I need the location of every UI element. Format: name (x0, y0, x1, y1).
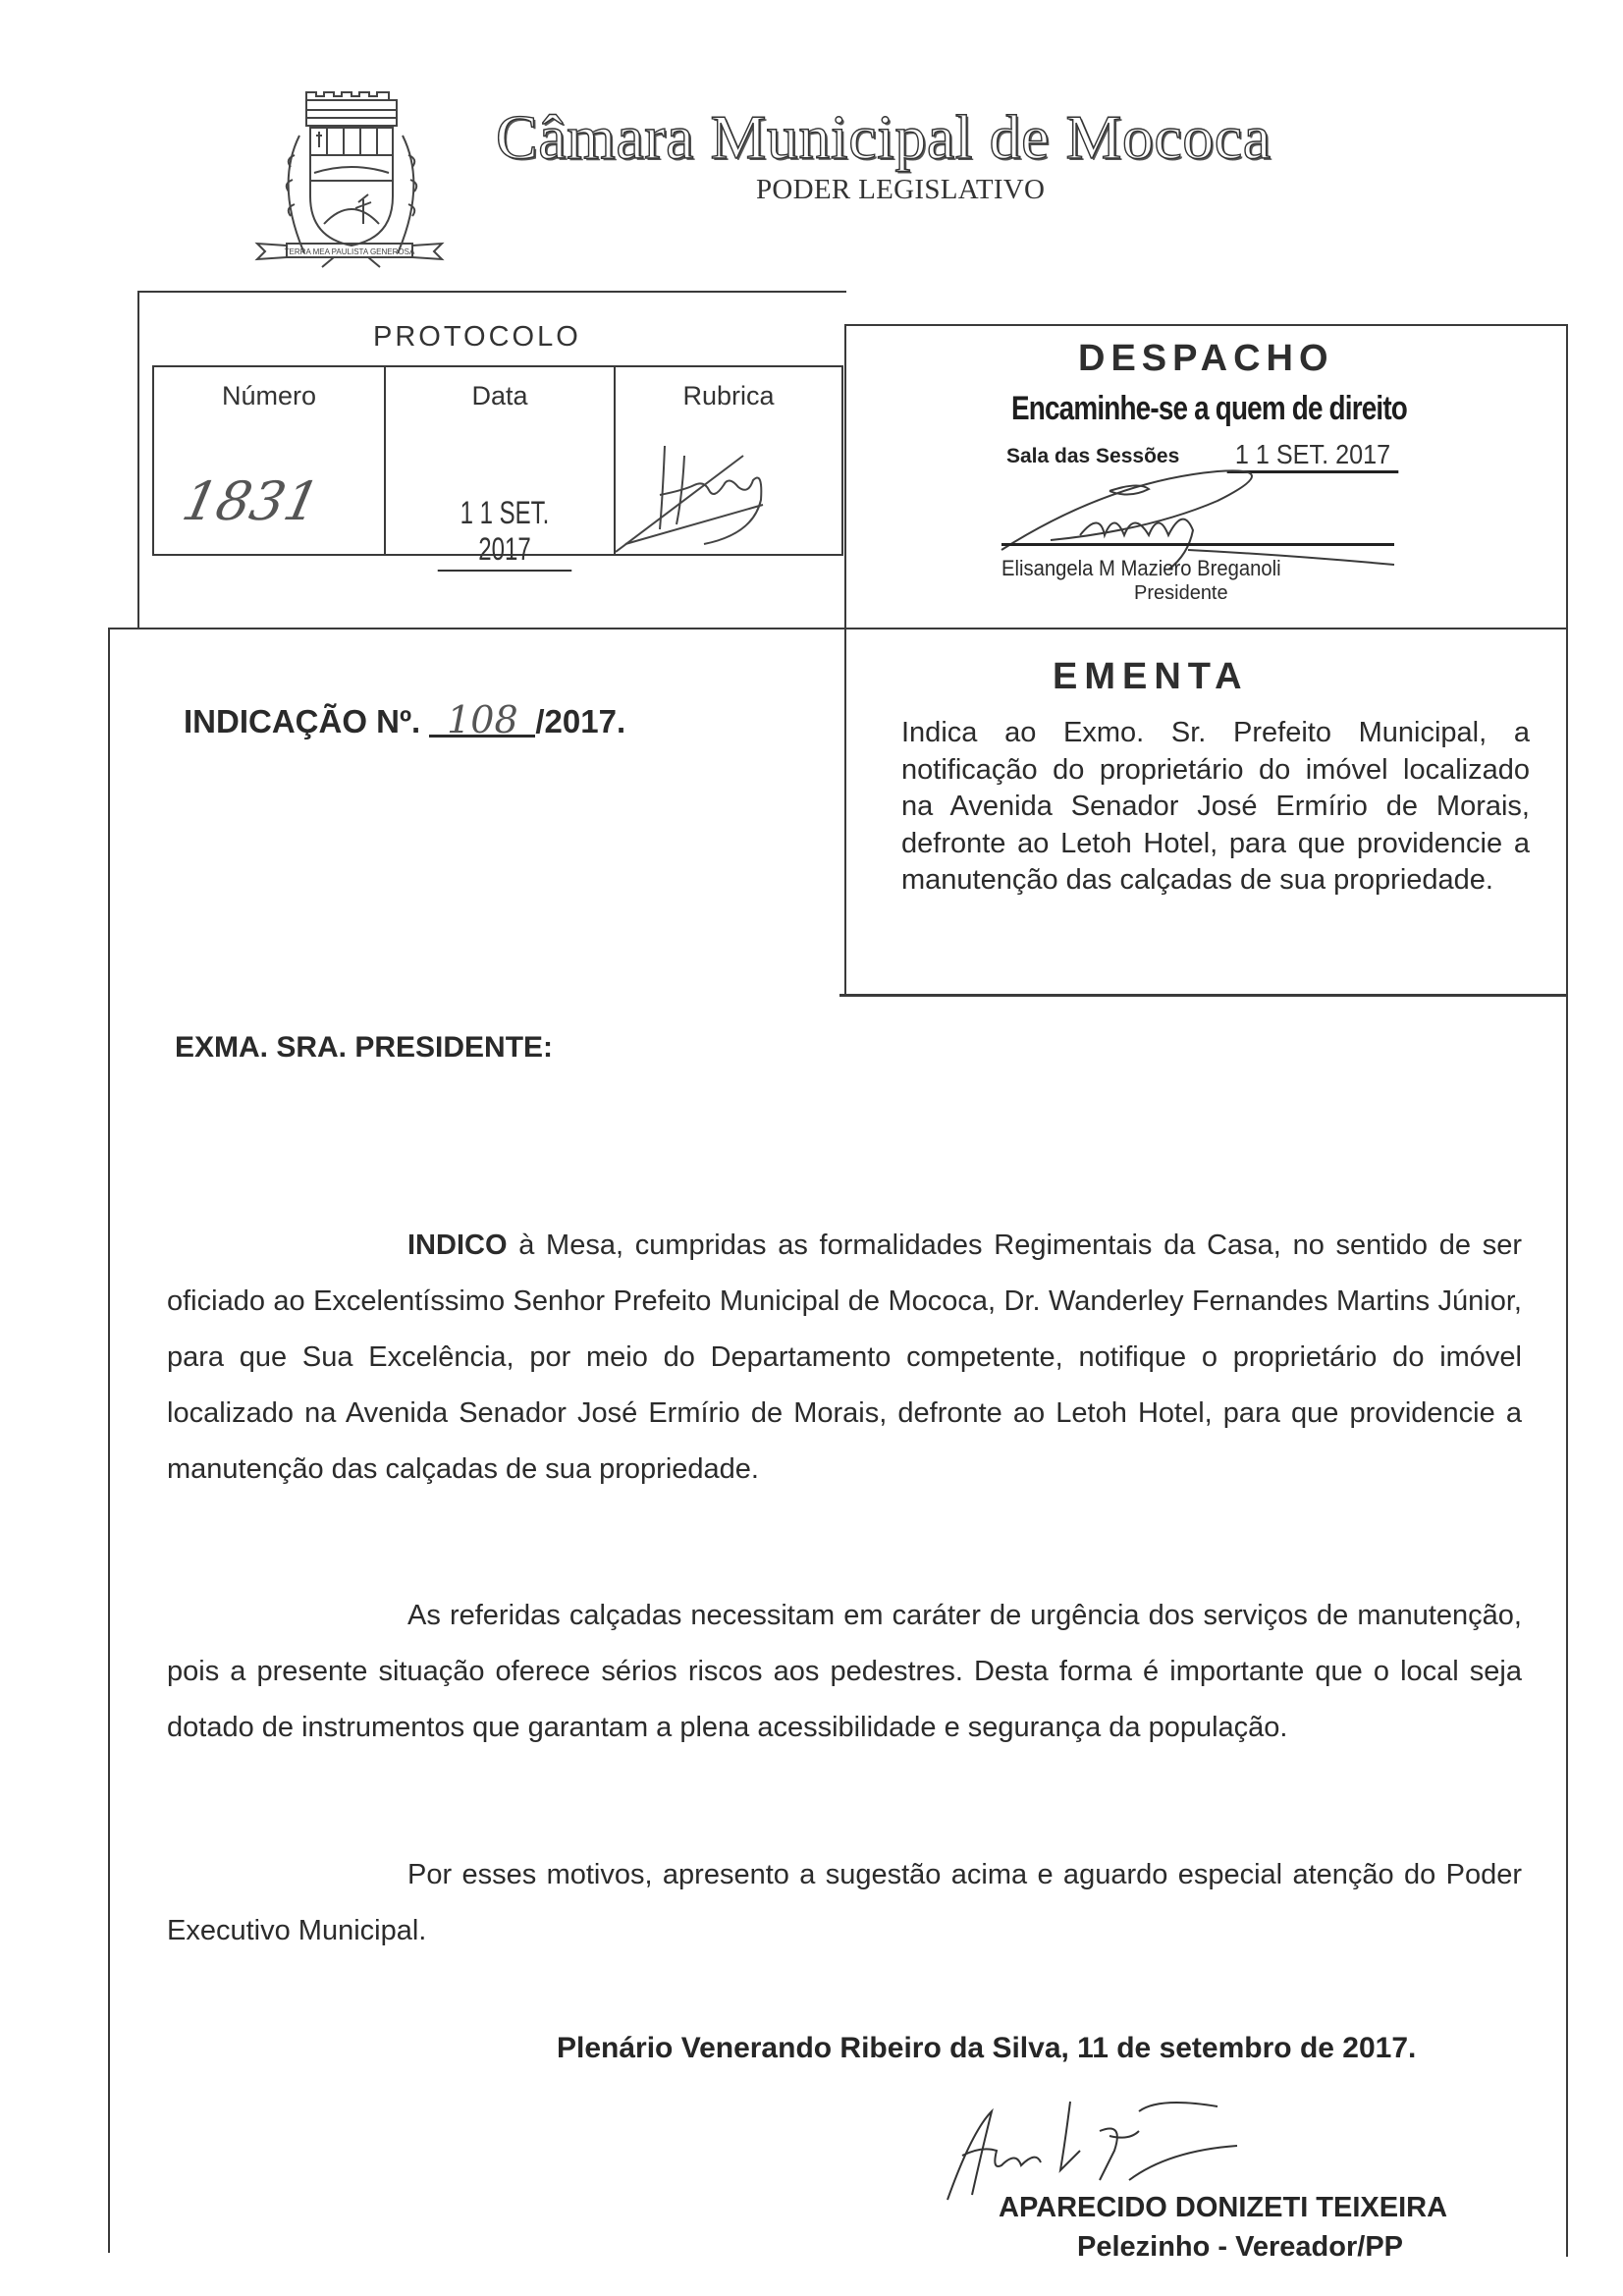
protocolo-cell-rubrica (616, 367, 841, 554)
page-left-margin-line (108, 628, 110, 2253)
ementa-text: Indica ao Exmo. Sr. Prefeito Municipal, a notificação do proprietário do imóvel localizado na Avenida Senador José Ermírio de Morais, defronte ao Letoh Hotel, para que providencie a manutenção das calçadas de sua propriedade. (901, 717, 1530, 896)
protocolo-cell-data (386, 367, 616, 567)
despacho-instruction: Encaminhe-se a quem de direito (1011, 390, 1408, 427)
municipal-crest-icon (245, 86, 452, 268)
despacho-signatory-name: Elisangela M Maziero Breganoli (1001, 556, 1281, 580)
closing-place-date: Plenário Venerando Ribeiro da Silva, 11 de setembro de 2017. (557, 2032, 1417, 2064)
frame-column-divider (844, 324, 846, 995)
signer-signature-icon (943, 2092, 1316, 2249)
protocolo-date-stamp: 1 1 SET. 2017 (438, 495, 572, 572)
frame-middle-divider (137, 628, 1568, 629)
indicacao-prefix: INDICAÇÃO Nº. (184, 703, 421, 739)
protocolo-table (152, 365, 843, 567)
institution-subtitle: PODER LEGISLATIVO (756, 174, 1046, 205)
body-paragraph-1-text: à Mesa, cumpridas as formalidades Regimentais da Casa, no sentido de ser oficiado ao Excelentíssimo Senhor Prefeito Municipal de Mococa, Dr. Wanderley Fernandes Martins Júnior, para que Sua Excelência, por meio do Departamento competente, notifique o proprietário do imóvel localizado na Avenida Senador José Ermírio de Morais, defronte ao Letoh Hotel, para que providencie a manutenção das calçadas de sua propriedade. (167, 1230, 1522, 1485)
protocolo-cell-numero (154, 367, 386, 554)
body-paragraph-1-lead: INDICO (407, 1230, 508, 1261)
indicacao-suffix: /2017. (535, 703, 626, 739)
greeting: EXMA. SRA. PRESIDENTE: (175, 1031, 554, 1064)
frame-left-connector (108, 628, 139, 629)
despacho-sala-label: Sala das Sessões (1006, 445, 1180, 467)
body-paragraph-1 (167, 1218, 1522, 1498)
body-paragraph-3: Por esses motivos, apresento a sugestão acima e aguardo especial atenção do Poder Executivo Municipal. (167, 1859, 1522, 1946)
ementa-bottom-border (839, 994, 1568, 997)
protocolo-title: PROTOCOLO (373, 321, 581, 353)
despacho-date-stamp: 1 1 SET. 2017 (1227, 439, 1399, 473)
crest-motto: TERRA MEA PAULISTA GENEROSA (284, 247, 415, 256)
protocolo-header-data: Data (471, 381, 528, 410)
rubrica-signature-icon (616, 426, 841, 554)
despacho-signatory-role: Presidente (1134, 582, 1228, 604)
indicacao-number: 108 (429, 705, 535, 738)
frame-right (1566, 324, 1568, 2257)
ementa-title: EMENTA (1053, 656, 1249, 697)
despacho-signature-line (1001, 543, 1394, 546)
signer-role: Pelezinho - Vereador/PP (1077, 2231, 1403, 2263)
frame-top-right (844, 324, 1567, 326)
body-paragraph-2: As referidas calçadas necessitam em caráter de urgência dos serviços de manutenção, pois a presente situação oferece sérios riscos aos pedestres. Desta forma é importante que o local seja dotado de instrumentos que garantam a plena acessibilidade e segurança da população. (167, 1600, 1522, 1743)
protocolo-numero-value: 1831 (177, 470, 326, 532)
protocolo-header-rubrica: Rubrica (682, 381, 775, 410)
indicacao-heading (184, 698, 626, 741)
institution-title: Câmara Municipal de Mococa (496, 102, 1271, 172)
signer-name: APARECIDO DONIZETI TEIXEIRA (999, 2192, 1448, 2223)
despacho-title: DESPACHO (1078, 338, 1334, 379)
protocolo-header-numero: Número (221, 381, 317, 410)
frame-left (137, 291, 139, 629)
frame-top-left (137, 291, 846, 293)
